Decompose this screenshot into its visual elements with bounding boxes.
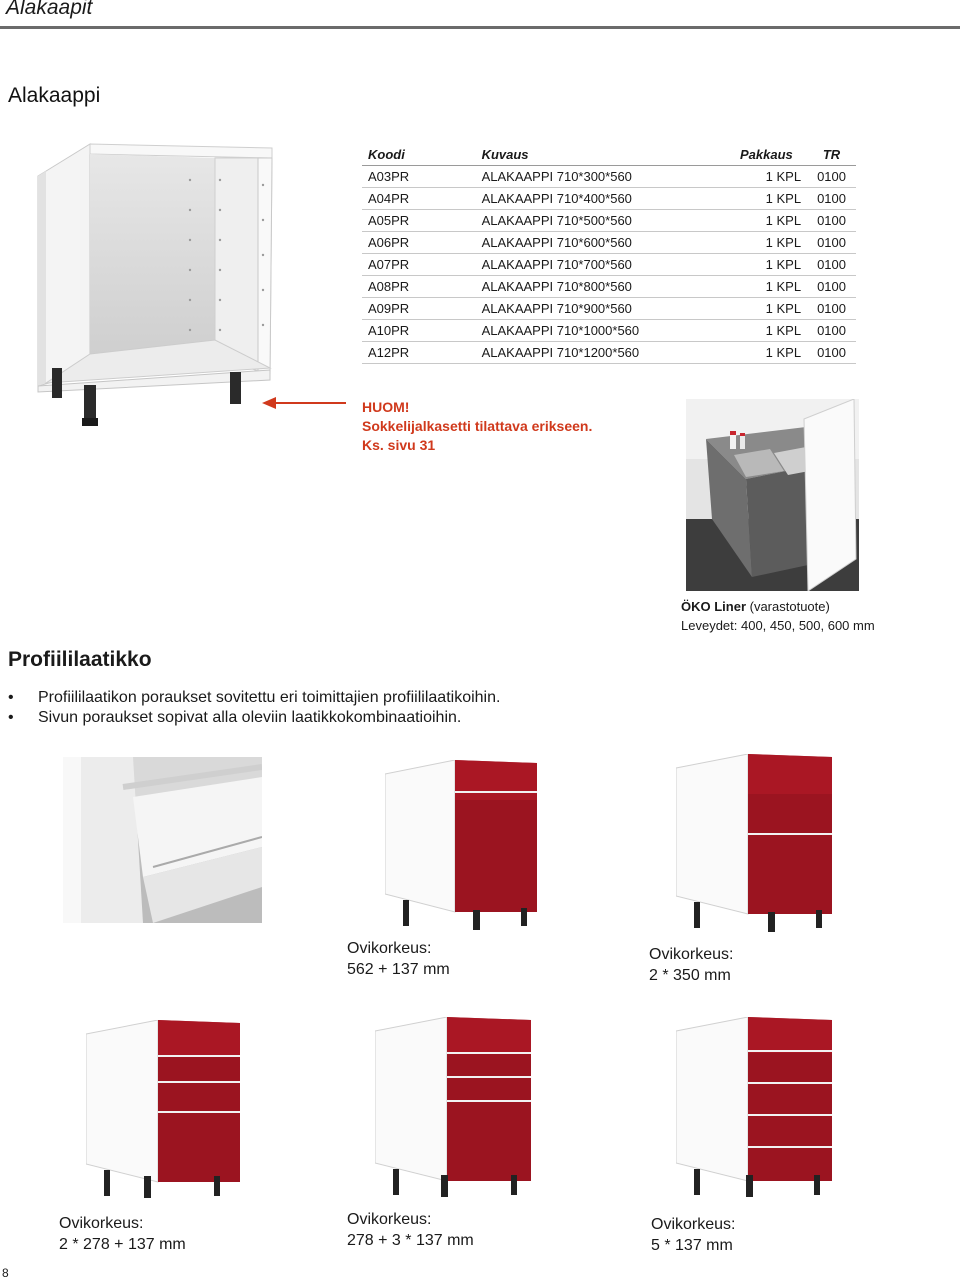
notice-text	[362, 398, 592, 455]
header-kuvaus: Kuvaus	[476, 143, 726, 166]
cell-pakkaus: 1 KPL	[726, 166, 811, 188]
page-header-title: Alakaapit	[6, 0, 93, 19]
cell-tr: 0100	[811, 320, 856, 342]
cabinet-drawer-image	[676, 1017, 836, 1199]
list-item: • Profiililaatikon poraukset sovitettu eri toimittajien profiililaatikoihin.	[8, 688, 500, 708]
cell-tr: 0100	[811, 342, 856, 364]
notice-heading: HUOM!	[362, 399, 410, 415]
profiili-title: Profiililaatikko	[8, 648, 152, 671]
cell-kuvaus: ALAKAAPPI 710*500*560	[476, 210, 726, 232]
page-number: 8	[2, 1266, 9, 1280]
cell-tr: 0100	[811, 276, 856, 298]
header-rule	[0, 26, 960, 29]
cell-koodi: A08PR	[362, 276, 476, 298]
door-caption	[347, 938, 450, 980]
cell-koodi: A07PR	[362, 254, 476, 276]
cell-kuvaus: ALAKAAPPI 710*400*560	[476, 188, 726, 210]
profiili-bullets	[8, 688, 500, 728]
table-row	[362, 232, 856, 254]
table-row	[362, 298, 856, 320]
door-caption-value: 5 * 137 mm	[651, 1237, 733, 1254]
drawer-detail-image	[63, 757, 262, 923]
cell-pakkaus: 1 KPL	[726, 188, 811, 210]
cell-kuvaus: ALAKAAPPI 710*1200*560	[476, 342, 726, 364]
cabinet-drawer-image	[86, 1020, 246, 1200]
door-caption-label: Ovikorkeus:	[649, 946, 734, 963]
cell-pakkaus: 1 KPL	[726, 342, 811, 364]
oko-widths: Leveydet: 400, 450, 500, 600 mm	[681, 618, 875, 633]
oko-type: (varastotuote)	[746, 599, 830, 614]
oko-liner-image	[686, 399, 859, 591]
door-caption-value: 2 * 278 + 137 mm	[59, 1236, 186, 1253]
door-caption-value: 562 + 137 mm	[347, 961, 450, 978]
door-caption-label: Ovikorkeus:	[651, 1216, 736, 1233]
door-caption-label: Ovikorkeus:	[347, 1211, 432, 1228]
cell-pakkaus: 1 KPL	[726, 320, 811, 342]
cabinet-door-image	[385, 760, 541, 930]
cell-tr: 0100	[811, 210, 856, 232]
cell-pakkaus: 1 KPL	[726, 298, 811, 320]
oko-name: ÖKO Liner	[681, 599, 747, 614]
cabinet-door-image	[676, 754, 836, 932]
cell-kuvaus: ALAKAAPPI 710*900*560	[476, 298, 726, 320]
cell-koodi: A03PR	[362, 166, 476, 188]
cell-koodi: A06PR	[362, 232, 476, 254]
door-caption-value: 2 * 350 mm	[649, 967, 731, 984]
table-row	[362, 166, 856, 188]
cell-koodi: A05PR	[362, 210, 476, 232]
cell-kuvaus: ALAKAAPPI 710*800*560	[476, 276, 726, 298]
arrow-left-icon	[262, 396, 346, 410]
cell-kuvaus: ALAKAAPPI 710*1000*560	[476, 320, 726, 342]
cell-tr: 0100	[811, 232, 856, 254]
cell-kuvaus: ALAKAAPPI 710*600*560	[476, 232, 726, 254]
cabinet-drawer-image	[375, 1017, 535, 1199]
notice-line: Sokkelijalkasetti tilattava erikseen.	[362, 418, 593, 434]
cell-pakkaus: 1 KPL	[726, 232, 811, 254]
door-caption	[59, 1213, 186, 1255]
cell-tr: 0100	[811, 188, 856, 210]
table-row	[362, 188, 856, 210]
cell-koodi: A09PR	[362, 298, 476, 320]
door-caption-value: 278 + 3 * 137 mm	[347, 1232, 474, 1249]
cell-tr: 0100	[811, 166, 856, 188]
cell-koodi: A10PR	[362, 320, 476, 342]
table-row	[362, 254, 856, 276]
open-cabinet-image	[30, 140, 275, 430]
cell-koodi: A04PR	[362, 188, 476, 210]
table-header-row	[362, 143, 856, 166]
cell-koodi: A12PR	[362, 342, 476, 364]
table-row	[362, 276, 856, 298]
product-table	[362, 143, 856, 364]
cell-tr: 0100	[811, 254, 856, 276]
door-caption	[347, 1209, 474, 1251]
header-koodi: Koodi	[362, 143, 476, 166]
header-pakkaus: Pakkaus	[726, 143, 811, 166]
door-caption	[651, 1214, 735, 1256]
notice-reference: Ks. sivu 31	[362, 437, 436, 453]
door-caption-label: Ovikorkeus:	[347, 940, 432, 957]
cell-kuvaus: ALAKAAPPI 710*300*560	[476, 166, 726, 188]
oko-caption	[681, 597, 875, 635]
table-row	[362, 210, 856, 232]
section-title: Alakaappi	[8, 84, 101, 107]
table-row	[362, 320, 856, 342]
door-caption	[649, 944, 733, 986]
cell-pakkaus: 1 KPL	[726, 254, 811, 276]
cell-kuvaus: ALAKAAPPI 710*700*560	[476, 254, 726, 276]
cell-tr: 0100	[811, 298, 856, 320]
list-item: • Sivun poraukset sopivat alla oleviin laatikkokombinaatioihin.	[8, 708, 500, 728]
header-tr: TR	[811, 143, 856, 166]
cell-pakkaus: 1 KPL	[726, 210, 811, 232]
table-row	[362, 342, 856, 364]
cell-pakkaus: 1 KPL	[726, 276, 811, 298]
door-caption-label: Ovikorkeus:	[59, 1215, 144, 1232]
